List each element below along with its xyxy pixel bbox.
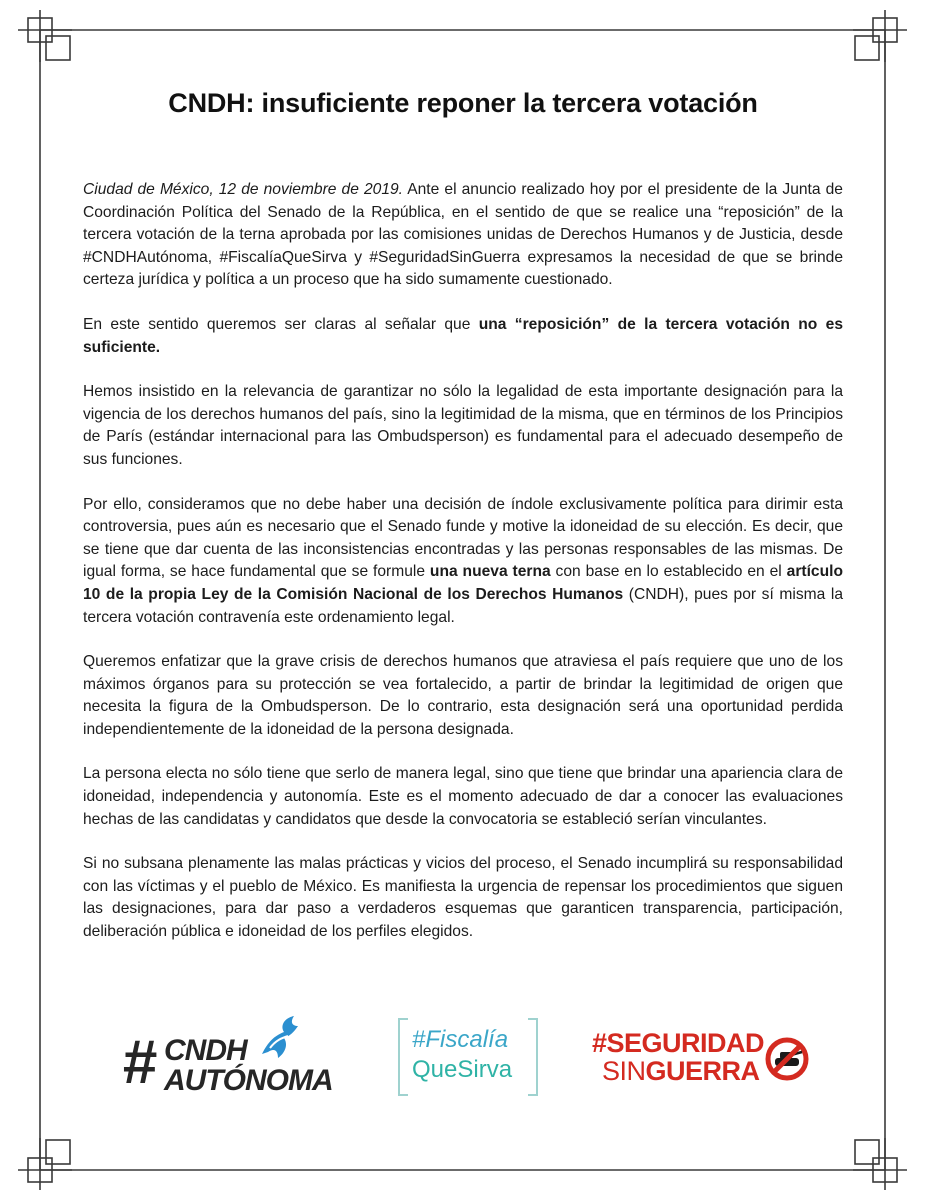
logo-strip [0,1010,925,1100]
paragraph-5: Queremos enfatizar que la grave crisis de derechos humanos que atraviesa el país requiere que uno de los máximos órganos para su protección se vea fortalecido, a partir de brindar la legitimidad de origen que necesita la figura de la Ombudsperson. De lo contrario, esta designación será una oportunidad perdida independientemente de la idoneidad de la persona designada. [83,653,843,738]
dateline: Ciudad de México, 12 de noviembre de 2019. [83,181,403,198]
paragraph-4 [83,494,843,630]
seguridad-sin-guerra-logo [592,1028,822,1098]
fiscalia-logo-line2: QueSirva [412,1056,513,1083]
paragraph-4-emphasis-2: artículo 10 de la propia Ley de la Comisión Nacional de los Derechos Humanos [83,563,843,603]
cndh-logo-line1: CNDH [164,1034,247,1067]
seguridad-hash: # [592,1028,607,1058]
paragraph-4-text-b: con base en lo establecido en el [550,563,787,581]
seguridad-word: SEGURIDAD [606,1028,765,1058]
sin-word: SIN [602,1056,646,1086]
paragraph-4-emphasis-1: una nueva terna [429,563,551,581]
seguridad-logo-line2 [602,1056,760,1087]
bracket-left [398,1018,408,1096]
page-title: CNDH: insuficiente reponer la tercera votación [168,88,758,118]
paragraph-4-text-a: Por ello, consideramos que no debe haber una decisión de índole exclusivamente política para dirimir esta controversia, pues aún es necesario que el Senado funde y motive la idoneidad de su elección. Es decir, que se tiene que dar cuenta de las inconsistencias encontradas y las personas responsables de las mismas. De igual forma, se hace fundamental que se formule [83,495,843,581]
seguridad-logo-line1 [592,1028,764,1059]
press-release [83,60,843,966]
paragraph-6: La persona electa no sólo tiene que serlo de manera legal, sino que tiene que brindar una apariencia clara de idoneidad, independencia y autonomía. Este es el momento adecuado de dar a conocer las evaluaciones hechas de las candidatas y candidatos que desde la convocatoria se estableció serían vinculantes. [83,765,843,828]
paragraph-1-text: Ante el anuncio realizado hoy por el presidente de la Junta de Coordinación Política del Senado de la República, en el sentido de que se realice una “reposición” de la tercera votación de la terna aprobada por las comisiones unidas de Derechos Humanos y de Justicia, desde #CNDHAutónoma, #FiscalíaQueSirva y #SeguridadSinGuerra expresamos la necesidad de que se brinde certeza jurídica y política a un proceso que ha sido sumamente cuestionado. [83,181,843,289]
no-tank-icon [764,1036,810,1082]
cndh-autonoma-logo [122,1014,333,1097]
paragraph-2-emphasis: una “reposición” de la tercera votación no es suficiente. [83,315,843,356]
fiscalia-que-sirva-logo [398,1018,538,1094]
paragraph-4-text-c: (CNDH), pues por sí misma la tercera votación contravenía este ordenamiento legal. [83,585,843,626]
paragraph-3: Hemos insistido en la relevancia de garantizar no sólo la legalidad de esta importante designación para la vigencia de los derechos humanos del país, sino la legitimidad de la misma, que en términos de los Principios de París (estándar internacional para las Ombudsperson) es fundamental para el adecuado desempeño de sus funciones. [83,383,843,468]
paragraph-2-text: En este sentido queremos ser claras al señalar que [83,315,479,333]
document-body [83,179,843,944]
fiscalia-logo-line1: #Fiscalía [412,1026,509,1053]
cndh-logo-line2: AUTÓNOMA [164,1064,333,1097]
bracket-right [528,1018,538,1096]
cndh-hash: # [122,1028,154,1097]
paragraph-1 [83,179,843,292]
dove-icon [254,1014,304,1062]
guerra-word: GUERRA [645,1056,760,1086]
paragraph-7: Si no subsana plenamente las malas prácticas y vicios del proceso, el Senado incumplirá su responsabilidad con las víctimas y el pueblo de México. Es manifiesta la urgencia de repensar los procedimientos que siguen las designaciones, para dar paso a verdaderos esquemas que garanticen transparencia, participación, deliberación pública e idoneidad de los perfiles elegidos. [83,855,843,941]
paragraph-2 [83,314,843,359]
